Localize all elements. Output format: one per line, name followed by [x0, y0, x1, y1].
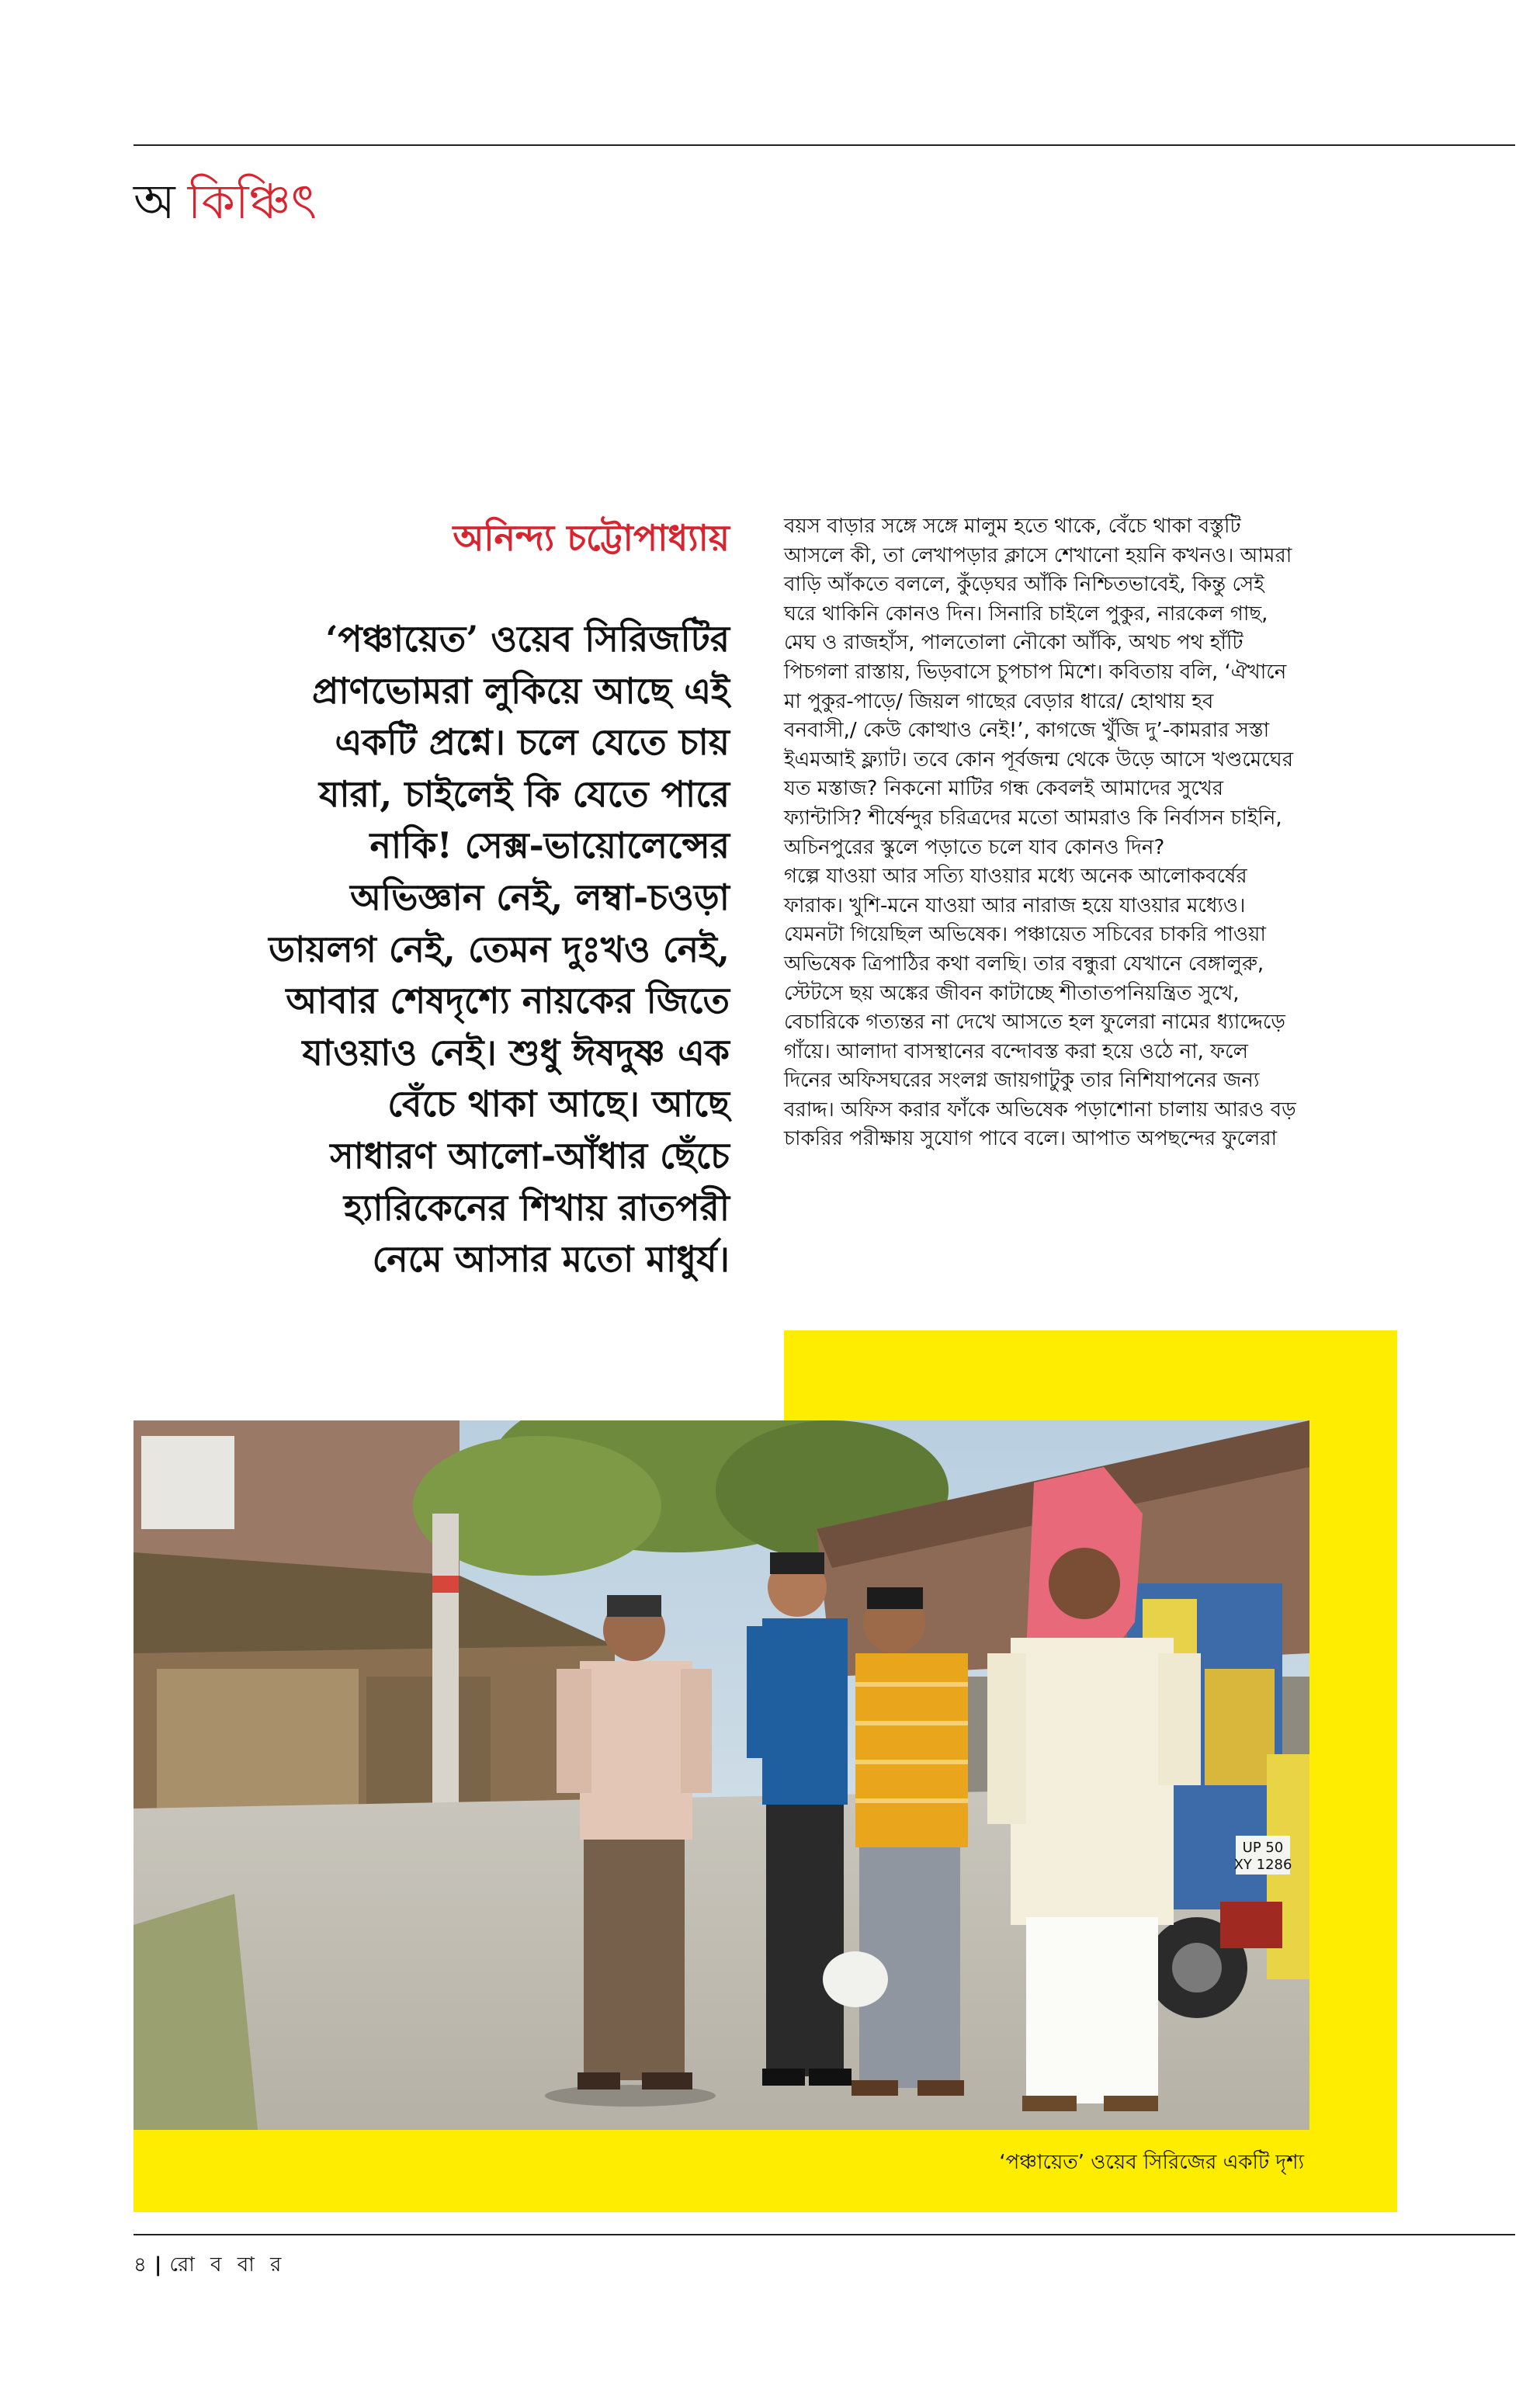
pull-quote-line: ‘পঞ্চায়েত’ ওয়েব সিরিজটির: [325, 618, 730, 660]
body-text-line: দিনের অফিসঘরের সংলগ্ন জায়গাটুকু তার নিশিযাপনের জন্য: [784, 1069, 1260, 1093]
plate-text-2: XY 1286: [1233, 1857, 1292, 1873]
bottom-rule: [134, 2234, 1515, 2235]
page-number: ৪: [134, 2253, 147, 2277]
body-text-line: আসলে কী, তা লেখাপড়ার ক্লাসে শেখানো হয়নি কখনও। আমরা: [784, 543, 1292, 567]
poster-on-wall: [141, 1436, 234, 1529]
article-body: [784, 512, 1397, 1154]
folio-separator: |: [154, 2253, 162, 2277]
body-text-line: বেচারিকে গত্যন্তর না দেখে আসতে হল ফুলেরা নামের ধ্যাদ্দেড়ে: [784, 1011, 1285, 1035]
body-text-line: ফারাক। খুশি-মনে যাওয়া আর নারাজ হয়ে যাওয়ার মধ্যেও।: [784, 893, 1246, 917]
magazine-name: রো ব বা র: [169, 2253, 286, 2277]
body-text-line: পিচগলা রাস্তায়, ভিড়বাসে চুপচাপ মিশে। কবিতায় বলি, ‘ঐখানে: [784, 660, 1287, 684]
pull-quote-line: যাওয়াও নেই। শুধু ঈষদুষ্ণ এক: [302, 1031, 730, 1073]
body-text-line: বয়স বাড়ার সঙ্গে সঙ্গে মালুম হতে থাকে, বেঁচে থাকা বস্তুটি: [784, 515, 1241, 538]
yellow-frame-right: [1309, 1330, 1397, 2212]
pull-quote-line: একটি প্রশ্নে। চলে যেতে চায়: [335, 721, 730, 764]
photo-caption: ‘পঞ্চায়েত’ ওয়েব সিরিজের একটি দৃশ্য: [999, 2151, 1304, 2174]
body-text-line: ইএমআই ফ্ল্যাট। তবে কোন পূর্বজন্ম থেকে উড়ে আসে খণ্ডমেঘের: [784, 747, 1294, 772]
body-text-line: অভিষেক ত্রিপাঠির কথা বলছি। তার বন্ধুরা যেখানে বেঙ্গালুরু,: [784, 952, 1264, 976]
body-text-line: গল্পে যাওয়া আর সত্যি যাওয়ার মধ্যে অনেক আলোকবর্ষের: [784, 865, 1247, 889]
body-text-line: চাকরির পরীক্ষায় সুযোগ পাবে বলে। আপাত অপছন্দের ফুলেরা: [784, 1127, 1278, 1151]
plate-text-1: UP 50: [1242, 1840, 1284, 1856]
scene-photo: [134, 1420, 1309, 2130]
page-folio: [134, 2251, 286, 2279]
body-text-line: ফ্যান্টাসি? শীর্ষেন্দুর চরিত্রদের মতো আমরাও কি নির্বাসন চাইনি,: [784, 806, 1282, 830]
pull-quote-line: হ্যারিকেনের শিখায় রাতপরী: [343, 1186, 730, 1229]
pull-quote-line: যারা, চাইলেই কি যেতে পারে: [318, 772, 730, 815]
body-text-line: যত মস্তাজ? নিকনো মাটির গন্ধ কেবলই আমাদের সুখের: [784, 777, 1224, 801]
pull-quote-line: অভিজ্ঞান নেই, লম্বা-চওড়া: [350, 876, 730, 918]
body-text-line: স্টেটসে ছয় অঙ্কের জীবন কাটাচ্ছে শীতাতপনিয়ন্ত্রিত সুখে,: [784, 981, 1240, 1005]
pull-quote-line: সাধারণ আলো-আঁধার ছেঁচে: [330, 1134, 730, 1177]
body-text-line: গাঁয়ে। আলাদা বাসস্থানের বন্দোবস্ত করা হয়ে ওঠে না, ফলে: [784, 1039, 1248, 1063]
body-text-line: বনবাসী,/ কেউ কোত্থাও নেই!’, কাগজে খুঁজি দু’-কামরার সস্তা: [784, 719, 1270, 743]
pull-quote-line: নেমে আসার মতো মাধুর্য।: [372, 1238, 730, 1281]
top-rule: [134, 144, 1515, 146]
section-prefix: অ: [134, 173, 175, 230]
body-text-line: অচিনপুরের স্কুলে পড়াতে চলে যাব কোনও দিন?: [784, 835, 1165, 859]
pull-quote-line: প্রাণভোমরা লুকিয়ে আছে এই: [312, 669, 730, 712]
body-text-line: যেমনটা গিয়েছিল অভিষেক। পঞ্চায়েত সচিবের চাকরি পাওয়া: [784, 923, 1266, 947]
pull-quote-line: নাকি! সেক্স-ভায়োলেন্সের: [369, 824, 730, 867]
pull-quote-line: ডায়লগ নেই, তেমন দুঃখও নেই,: [269, 928, 730, 970]
body-text-line: বরাদ্দ। অফিস করার ফাঁকে অভিষেক পড়াশোনা চালায় আরও বড়: [784, 1098, 1296, 1122]
author-byline: অনিন্দ্য চট্টোপাধ্যায়: [453, 517, 730, 559]
body-text-line: মেঘ ও রাজহাঁস, পালতোলা নৌকো আঁকি, অথচ পথ হাঁটি: [784, 631, 1243, 655]
section-header: [134, 171, 317, 233]
pull-quote: [256, 613, 730, 1285]
body-text-line: ঘরে থাকিনি কোনও দিন। সিনারি চাইলে পুকুর, নারকেল গাছ,: [784, 602, 1268, 626]
yellow-frame-top: [784, 1330, 1397, 1431]
body-text-line: মা পুকুর-পাড়ে/ জিয়ল গাছের বেড়ার ধারে/ হোথায় হব: [784, 689, 1214, 713]
pull-quote-line: বেঁচে থাকা আছে। আছে: [387, 1083, 730, 1125]
pull-quote-line: আবার শেষদৃশ্যে নায়কের জিতে: [286, 980, 730, 1022]
body-text-line: বাড়ি আঁকতে বললে, কুঁড়েঘর আঁকি নিশ্চিতভাবেই, কিন্তু সেই: [784, 573, 1264, 597]
photo-illustration: [134, 1420, 1309, 2130]
section-title: কিঞ্চিৎ: [187, 173, 317, 230]
